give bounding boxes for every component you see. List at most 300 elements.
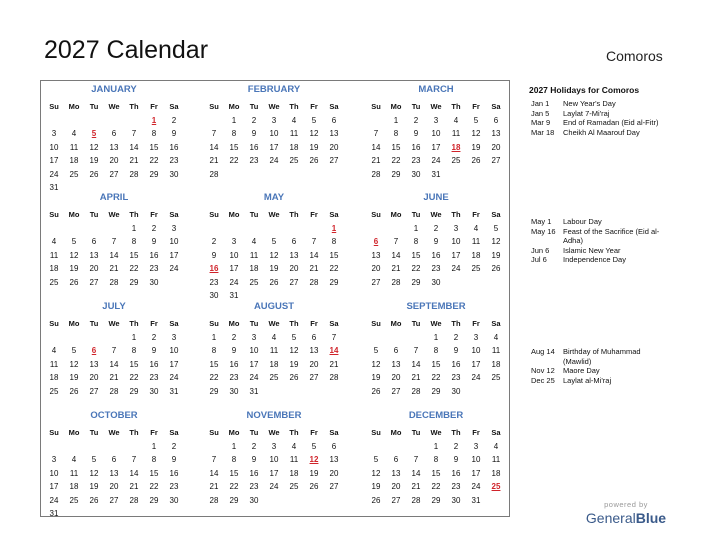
weekday-label: Th bbox=[289, 102, 299, 111]
weekday-label: Sa bbox=[329, 319, 339, 328]
day-cell: 11 bbox=[249, 250, 259, 260]
day-cell: 23 bbox=[431, 264, 441, 274]
weekday-label: Mo bbox=[390, 102, 402, 111]
day-cell: 14 bbox=[309, 250, 319, 260]
day-cell: 10 bbox=[451, 237, 461, 247]
weekday-label: Th bbox=[451, 428, 461, 437]
day-cell: 27 bbox=[309, 373, 319, 383]
day-cell: 24 bbox=[431, 156, 441, 166]
month-name: JUNE bbox=[423, 192, 449, 203]
weekday-label: Mo bbox=[68, 210, 80, 219]
day-cell: 14 bbox=[391, 250, 401, 260]
month-july bbox=[44, 299, 184, 398]
day-cell: 17 bbox=[451, 250, 461, 260]
weekday-label: Th bbox=[129, 102, 139, 111]
month-january bbox=[44, 82, 184, 194]
holiday-name: Labour Day bbox=[563, 217, 602, 226]
day-cell: 1 bbox=[393, 116, 399, 125]
day-cell: 22 bbox=[229, 156, 239, 166]
weekday-label: We bbox=[430, 319, 442, 328]
day-cell: 10 bbox=[169, 237, 179, 247]
day-cell: 30 bbox=[209, 290, 219, 300]
day-cell: 20 bbox=[289, 264, 299, 274]
day-cell: 3 bbox=[171, 333, 177, 342]
day-cell: 3 bbox=[433, 116, 439, 125]
month-september bbox=[366, 299, 506, 398]
day-cell: 16 bbox=[149, 250, 159, 260]
day-cell: 21 bbox=[109, 264, 119, 274]
day-grid bbox=[204, 331, 344, 398]
holiday-day: 12 bbox=[309, 455, 319, 465]
day-cell: 18 bbox=[69, 156, 79, 166]
day-cell: 5 bbox=[493, 224, 499, 233]
day-cell: 31 bbox=[169, 386, 179, 396]
weekday-label: Mo bbox=[228, 210, 240, 219]
day-cell: 2 bbox=[433, 224, 439, 233]
day-cell: 2 bbox=[171, 116, 177, 125]
holiday-date: Aug 14 bbox=[531, 347, 555, 356]
day-cell: 26 bbox=[289, 373, 299, 383]
day-cell: 3 bbox=[51, 455, 57, 465]
day-cell: 17 bbox=[49, 156, 59, 166]
day-grid bbox=[366, 331, 506, 398]
day-cell: 16 bbox=[169, 468, 179, 478]
weekday-label: Th bbox=[451, 319, 461, 328]
page-title: 2027 Calendar bbox=[44, 36, 209, 64]
day-cell: 4 bbox=[493, 442, 499, 451]
day-cell: 1 bbox=[151, 442, 157, 451]
day-cell: 25 bbox=[49, 386, 59, 396]
weekday-label: Sa bbox=[169, 319, 179, 328]
day-empty bbox=[386, 331, 406, 344]
weekday-label: Su bbox=[49, 102, 59, 111]
day-cell: 19 bbox=[69, 373, 79, 383]
holiday-date: Nov 12 bbox=[531, 366, 555, 375]
day-cell: 3 bbox=[171, 224, 177, 233]
day-cell: 13 bbox=[491, 129, 501, 139]
weekday-label: Sa bbox=[491, 319, 501, 328]
day-cell: 15 bbox=[149, 468, 159, 478]
day-cell: 13 bbox=[309, 346, 319, 356]
day-cell: 31 bbox=[229, 290, 239, 300]
month-name: JULY bbox=[102, 301, 126, 312]
weekday-label: Mo bbox=[68, 102, 80, 111]
weekday-label: Sa bbox=[329, 102, 339, 111]
day-cell: 15 bbox=[209, 359, 219, 369]
brand-name-regular: General bbox=[585, 510, 636, 526]
day-cell: 1 bbox=[231, 442, 237, 451]
day-grid bbox=[44, 331, 184, 398]
day-cell: 2 bbox=[251, 442, 257, 451]
day-cell: 6 bbox=[493, 116, 499, 125]
day-empty bbox=[84, 114, 104, 127]
day-cell: 24 bbox=[169, 373, 179, 383]
weekday-header bbox=[44, 317, 184, 331]
weekday-label: Su bbox=[371, 428, 381, 437]
day-cell: 21 bbox=[129, 156, 139, 166]
day-cell: 21 bbox=[109, 373, 119, 383]
day-cell: 29 bbox=[149, 169, 159, 179]
holiday-day: 16 bbox=[209, 264, 219, 274]
day-cell: 6 bbox=[111, 129, 117, 139]
weekday-label: We bbox=[268, 210, 280, 219]
weekday-label: Su bbox=[209, 210, 219, 219]
weekday-label: Th bbox=[129, 210, 139, 219]
day-empty bbox=[406, 331, 426, 344]
day-cell: 17 bbox=[431, 142, 441, 152]
day-cell: 25 bbox=[491, 373, 501, 383]
day-empty bbox=[44, 331, 64, 344]
day-cell: 17 bbox=[49, 482, 59, 492]
day-cell: 25 bbox=[69, 495, 79, 505]
day-cell: 30 bbox=[249, 495, 259, 505]
day-cell: 26 bbox=[69, 386, 79, 396]
day-grid bbox=[204, 440, 344, 507]
month-june bbox=[366, 190, 506, 289]
day-cell: 16 bbox=[249, 142, 259, 152]
weekday-label: Mo bbox=[390, 210, 402, 219]
day-cell: 2 bbox=[211, 237, 217, 247]
day-cell: 23 bbox=[209, 277, 219, 287]
holiday-row bbox=[531, 347, 661, 366]
day-cell: 31 bbox=[431, 169, 441, 179]
day-cell: 10 bbox=[49, 142, 59, 152]
day-empty bbox=[386, 440, 406, 453]
day-cell: 20 bbox=[309, 359, 319, 369]
day-cell: 2 bbox=[171, 442, 177, 451]
weekday-label: Su bbox=[209, 428, 219, 437]
day-cell: 14 bbox=[411, 468, 421, 478]
holiday-date: Jan 5 bbox=[531, 108, 550, 118]
day-cell: 8 bbox=[131, 237, 137, 247]
weekday-label: We bbox=[268, 319, 280, 328]
weekday-label: Fr bbox=[150, 428, 158, 437]
holiday-row bbox=[531, 109, 661, 119]
day-cell: 19 bbox=[371, 373, 381, 383]
day-empty bbox=[204, 222, 224, 235]
month-march bbox=[366, 82, 506, 181]
day-cell: 9 bbox=[433, 237, 439, 247]
day-cell: 6 bbox=[393, 455, 399, 465]
weekday-header bbox=[366, 426, 506, 440]
month-august bbox=[204, 299, 344, 398]
weekday-label: We bbox=[430, 428, 442, 437]
day-cell: 15 bbox=[229, 142, 239, 152]
day-cell: 21 bbox=[309, 264, 319, 274]
day-cell: 26 bbox=[89, 495, 99, 505]
day-cell: 12 bbox=[309, 129, 319, 139]
day-cell: 29 bbox=[209, 386, 219, 396]
day-cell: 18 bbox=[289, 468, 299, 478]
holiday-day: 25 bbox=[491, 482, 501, 492]
weekday-label: Fr bbox=[310, 210, 318, 219]
weekday-label: Su bbox=[371, 210, 381, 219]
day-cell: 27 bbox=[89, 386, 99, 396]
day-cell: 24 bbox=[229, 277, 239, 287]
month-april bbox=[44, 190, 184, 289]
day-cell: 18 bbox=[471, 250, 481, 260]
weekday-header bbox=[204, 317, 344, 331]
day-cell: 22 bbox=[431, 373, 441, 383]
holiday-row bbox=[531, 246, 661, 256]
holiday-row bbox=[531, 128, 661, 138]
day-grid bbox=[44, 222, 184, 289]
weekday-label: Su bbox=[371, 102, 381, 111]
day-cell: 6 bbox=[291, 237, 297, 247]
holiday-date: Jan 1 bbox=[531, 99, 550, 108]
day-grid bbox=[366, 114, 506, 181]
month-may bbox=[204, 190, 344, 302]
day-empty bbox=[64, 440, 84, 453]
month-name: DECEMBER bbox=[408, 410, 464, 421]
day-cell: 15 bbox=[431, 359, 441, 369]
day-cell: 19 bbox=[269, 264, 279, 274]
day-cell: 11 bbox=[289, 455, 299, 465]
day-cell: 18 bbox=[49, 264, 59, 274]
day-cell: 26 bbox=[89, 169, 99, 179]
day-cell: 13 bbox=[329, 129, 339, 139]
day-cell: 3 bbox=[473, 442, 479, 451]
day-cell: 27 bbox=[89, 277, 99, 287]
day-cell: 22 bbox=[129, 264, 139, 274]
day-cell: 4 bbox=[473, 224, 479, 233]
holiday-date: May 16 bbox=[531, 226, 556, 236]
holiday-row bbox=[531, 255, 661, 265]
day-cell: 11 bbox=[491, 455, 501, 465]
month-name: OCTOBER bbox=[90, 410, 138, 421]
weekday-label: Su bbox=[209, 319, 219, 328]
holiday-date: Jun 6 bbox=[531, 245, 550, 255]
day-cell: 19 bbox=[89, 482, 99, 492]
day-cell: 16 bbox=[411, 142, 421, 152]
day-cell: 30 bbox=[411, 169, 421, 179]
month-name: JANUARY bbox=[91, 84, 137, 95]
day-cell: 2 bbox=[251, 116, 257, 125]
day-cell: 28 bbox=[391, 277, 401, 287]
day-cell: 6 bbox=[91, 237, 97, 247]
day-cell: 4 bbox=[51, 237, 57, 247]
day-cell: 10 bbox=[269, 455, 279, 465]
weekday-header bbox=[44, 100, 184, 114]
day-empty bbox=[304, 222, 324, 235]
day-cell: 9 bbox=[453, 346, 459, 356]
day-cell: 22 bbox=[431, 482, 441, 492]
day-cell: 12 bbox=[69, 359, 79, 369]
day-cell: 30 bbox=[149, 277, 159, 287]
holiday-row bbox=[531, 217, 661, 227]
day-empty bbox=[406, 440, 426, 453]
holiday-name: Laylat 7-Mi'raj bbox=[563, 108, 610, 118]
day-empty bbox=[84, 331, 104, 344]
day-cell: 19 bbox=[371, 482, 381, 492]
day-cell: 11 bbox=[269, 346, 279, 356]
day-cell: 13 bbox=[109, 468, 119, 478]
day-cell: 14 bbox=[129, 142, 139, 152]
day-cell: 16 bbox=[431, 250, 441, 260]
day-cell: 10 bbox=[471, 346, 481, 356]
weekday-label: Mo bbox=[68, 428, 80, 437]
day-cell: 2 bbox=[453, 333, 459, 342]
day-cell: 13 bbox=[89, 250, 99, 260]
day-grid bbox=[366, 222, 506, 289]
holiday-row bbox=[531, 118, 661, 128]
day-cell: 24 bbox=[169, 264, 179, 274]
day-cell: 26 bbox=[371, 386, 381, 396]
day-cell: 19 bbox=[69, 264, 79, 274]
day-cell: 14 bbox=[411, 359, 421, 369]
weekday-label: Tu bbox=[411, 102, 421, 111]
day-cell: 20 bbox=[391, 373, 401, 383]
weekday-label: Sa bbox=[491, 428, 501, 437]
day-cell: 21 bbox=[371, 156, 381, 166]
weekday-label: Mo bbox=[68, 319, 80, 328]
weekday-label: We bbox=[430, 102, 442, 111]
weekday-label: Tu bbox=[411, 319, 421, 328]
holiday-row bbox=[531, 376, 661, 386]
day-cell: 14 bbox=[129, 468, 139, 478]
holiday-name: Independence Day bbox=[563, 255, 626, 264]
day-cell: 28 bbox=[309, 277, 319, 287]
day-cell: 22 bbox=[129, 373, 139, 383]
day-cell: 26 bbox=[309, 482, 319, 492]
day-cell: 29 bbox=[229, 495, 239, 505]
day-cell: 27 bbox=[371, 277, 381, 287]
day-cell: 23 bbox=[149, 264, 159, 274]
weekday-label: Fr bbox=[150, 210, 158, 219]
day-empty bbox=[366, 114, 386, 127]
weekday-label: Su bbox=[209, 102, 219, 111]
day-cell: 25 bbox=[471, 264, 481, 274]
weekday-label: Fr bbox=[150, 319, 158, 328]
day-cell: 27 bbox=[329, 156, 339, 166]
day-cell: 15 bbox=[229, 468, 239, 478]
weekday-header bbox=[204, 208, 344, 222]
weekday-label: We bbox=[108, 210, 120, 219]
day-cell: 15 bbox=[431, 468, 441, 478]
holiday-date: May 1 bbox=[531, 217, 552, 226]
powered-by-text: powered by bbox=[604, 500, 648, 509]
weekday-label: Tu bbox=[249, 319, 259, 328]
weekday-label: Mo bbox=[228, 102, 240, 111]
day-cell: 23 bbox=[249, 482, 259, 492]
day-empty bbox=[44, 222, 64, 235]
day-cell: 23 bbox=[169, 156, 179, 166]
day-cell: 12 bbox=[471, 129, 481, 139]
day-cell: 24 bbox=[451, 264, 461, 274]
day-cell: 18 bbox=[491, 359, 501, 369]
weekday-header bbox=[204, 100, 344, 114]
day-cell: 2 bbox=[453, 442, 459, 451]
weekday-label: Sa bbox=[491, 210, 501, 219]
weekday-label: Sa bbox=[491, 102, 501, 111]
day-cell: 25 bbox=[289, 482, 299, 492]
day-cell: 8 bbox=[433, 346, 439, 356]
day-cell: 24 bbox=[49, 169, 59, 179]
day-empty bbox=[366, 331, 386, 344]
day-cell: 25 bbox=[249, 277, 259, 287]
day-cell: 13 bbox=[391, 468, 401, 478]
day-cell: 3 bbox=[473, 333, 479, 342]
day-cell: 26 bbox=[371, 495, 381, 505]
day-cell: 12 bbox=[89, 142, 99, 152]
weekday-label: Mo bbox=[390, 319, 402, 328]
day-empty bbox=[84, 222, 104, 235]
day-cell: 7 bbox=[211, 129, 217, 139]
day-cell: 13 bbox=[109, 142, 119, 152]
holiday-date: Jul 6 bbox=[531, 255, 547, 264]
day-cell: 5 bbox=[311, 116, 317, 125]
brand-logo[interactable] bbox=[584, 500, 668, 526]
day-cell: 30 bbox=[451, 495, 461, 505]
day-cell: 17 bbox=[249, 359, 259, 369]
day-cell: 23 bbox=[451, 373, 461, 383]
day-cell: 14 bbox=[109, 359, 119, 369]
holiday-date: Mar 9 bbox=[531, 118, 551, 127]
weekday-label: We bbox=[268, 428, 280, 437]
day-cell: 13 bbox=[89, 359, 99, 369]
day-cell: 13 bbox=[289, 250, 299, 260]
day-cell: 8 bbox=[413, 237, 419, 247]
day-cell: 7 bbox=[373, 129, 379, 139]
day-cell: 6 bbox=[331, 442, 337, 451]
day-cell: 6 bbox=[311, 333, 317, 342]
day-cell: 20 bbox=[329, 468, 339, 478]
month-name: SEPTEMBER bbox=[406, 301, 466, 312]
day-cell: 12 bbox=[269, 250, 279, 260]
day-cell: 6 bbox=[393, 346, 399, 356]
day-cell: 22 bbox=[149, 156, 159, 166]
day-cell: 19 bbox=[289, 359, 299, 369]
day-cell: 2 bbox=[413, 116, 419, 125]
day-cell: 3 bbox=[231, 237, 237, 247]
day-cell: 9 bbox=[171, 455, 177, 465]
day-cell: 8 bbox=[231, 129, 237, 139]
day-cell: 16 bbox=[229, 359, 239, 369]
weekday-label: Tu bbox=[89, 319, 99, 328]
day-cell: 2 bbox=[151, 224, 157, 233]
day-cell: 28 bbox=[129, 169, 139, 179]
day-cell: 24 bbox=[471, 482, 481, 492]
day-empty bbox=[104, 114, 124, 127]
day-cell: 16 bbox=[249, 468, 259, 478]
weekday-header bbox=[366, 208, 506, 222]
day-cell: 12 bbox=[371, 468, 381, 478]
day-cell: 7 bbox=[331, 333, 337, 342]
holiday-name: Maore Day bbox=[563, 366, 600, 375]
day-cell: 27 bbox=[391, 495, 401, 505]
day-cell: 30 bbox=[149, 386, 159, 396]
weekday-label: We bbox=[108, 102, 120, 111]
month-february bbox=[204, 82, 344, 181]
day-cell: 25 bbox=[69, 169, 79, 179]
day-cell: 4 bbox=[493, 333, 499, 342]
day-cell: 30 bbox=[169, 169, 179, 179]
day-cell: 30 bbox=[229, 386, 239, 396]
holiday-group bbox=[531, 217, 661, 265]
day-cell: 24 bbox=[471, 373, 481, 383]
day-cell: 11 bbox=[69, 142, 79, 152]
day-empty bbox=[264, 222, 284, 235]
day-cell: 9 bbox=[413, 129, 419, 139]
day-cell: 27 bbox=[109, 495, 119, 505]
day-grid bbox=[366, 440, 506, 507]
day-cell: 9 bbox=[231, 346, 237, 356]
day-cell: 7 bbox=[111, 237, 117, 247]
brand-name-bold: Blue bbox=[635, 510, 667, 526]
weekday-header bbox=[366, 317, 506, 331]
day-cell: 7 bbox=[311, 237, 317, 247]
day-cell: 4 bbox=[71, 455, 77, 465]
